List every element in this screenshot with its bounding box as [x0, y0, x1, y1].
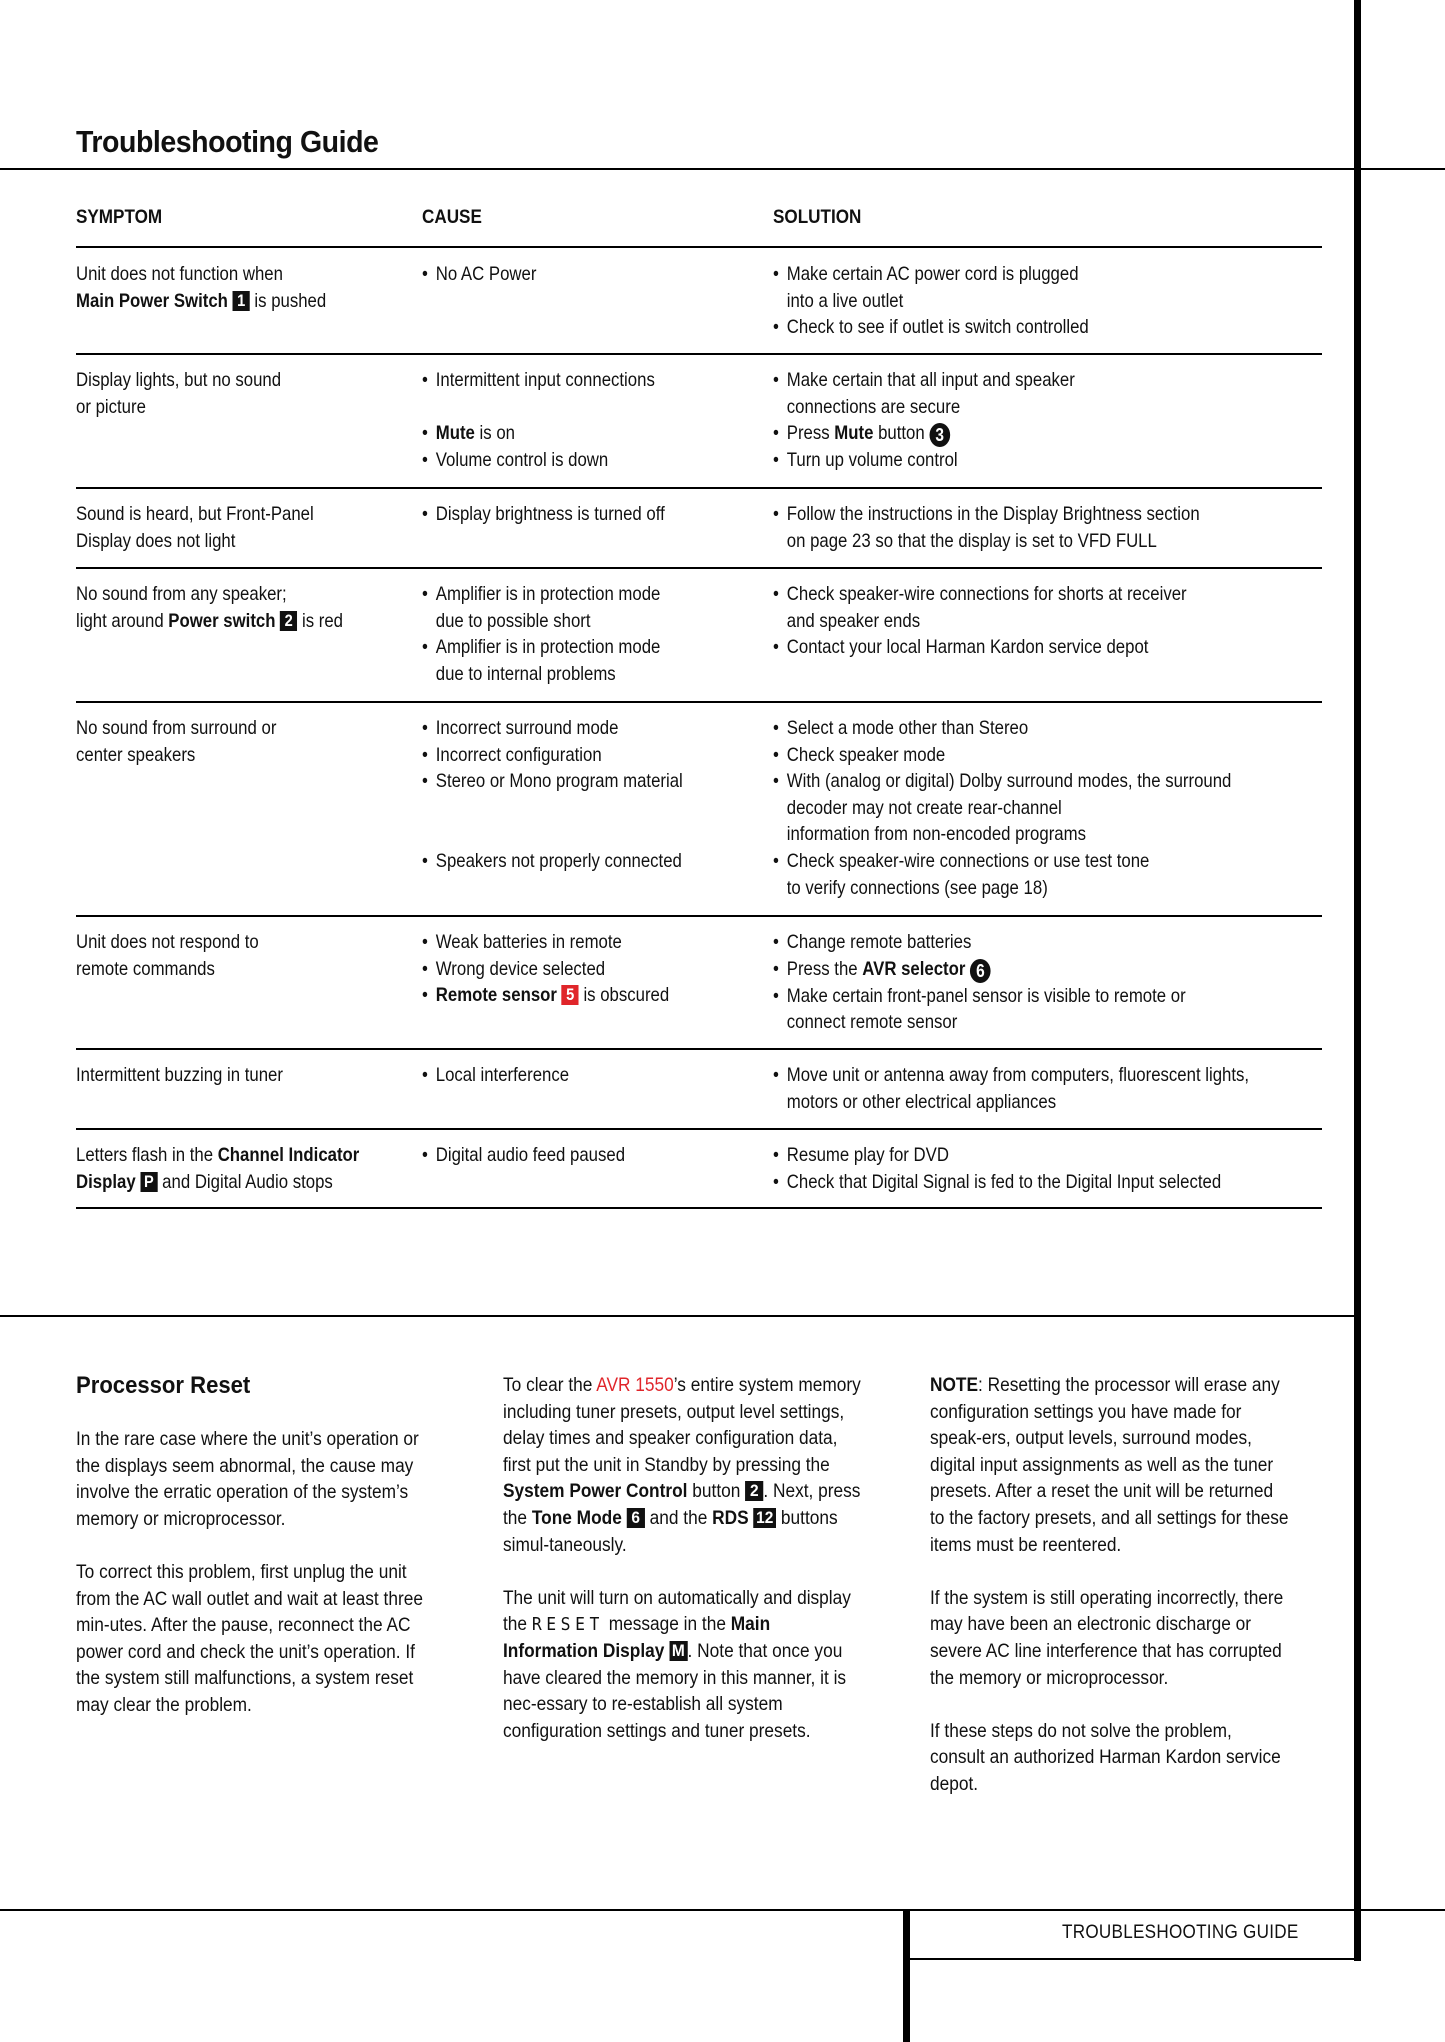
column-header-symptom: SYMPTOM	[76, 207, 163, 228]
section-title: Processor Reset	[76, 1372, 251, 1399]
cause-cell: • Display brightness is turned off	[422, 501, 665, 528]
cause-cell: • Incorrect surround mode • Incorrect configuration • Stereo or Mono program material • Speakers not properly connected	[422, 715, 683, 875]
badge-2-icon: 2	[745, 1481, 763, 1501]
circled-6-icon: 6	[970, 959, 991, 983]
footer-section-label: TROUBLESHOOTING GUIDE	[1062, 1922, 1299, 1943]
paragraph: To correct this problem, first unplug the unit from the AC wall outlet and wait at least three min-utes. After the pause, reconnect the AC power cord and check the unit’s operation. If the system still malfunctions, a system reset may clear the problem.	[76, 1561, 423, 1716]
row-rule	[76, 1048, 1322, 1050]
row-rule	[76, 487, 1322, 489]
solution-cell: • Move unit or antenna away from computers, fluorescent lights, motors or other electrical appliances	[773, 1062, 1249, 1115]
symptom-cell: No sound from any speaker; light around Power switch 2 is red	[76, 583, 344, 632]
header-rule	[76, 246, 1322, 248]
cause-cell: • Local interference	[422, 1062, 569, 1089]
model-name: AVR 1550	[596, 1375, 674, 1396]
symptom-cell: Sound is heard, but Front-Panel Display does not light	[76, 503, 314, 552]
solution-cell: • Make certain that all input and speaker connections are secure • Press Mute button 3 • Turn up volume control	[773, 367, 1075, 474]
symptom-cell: Unit does not function when Main Power Switch 1 is pushed	[76, 263, 327, 312]
right-margin-bar	[1354, 0, 1361, 1961]
row-rule	[76, 701, 1322, 703]
lcd-reset-message: RESET	[531, 1614, 604, 1636]
badge-6-icon: 6	[627, 1508, 645, 1528]
cause-cell: • No AC Power	[422, 261, 536, 288]
footer-box-left-bar	[903, 1910, 910, 2042]
row-rule	[76, 567, 1322, 569]
paragraph: The unit will turn on automatically and display the RESET message in the Main Information Display M . Note that once you have cleared the memory in this manner, it is nec-essary to re-establish all system configuration settings and tuner presets.	[503, 1587, 851, 1742]
row-rule	[76, 1128, 1322, 1130]
row-rule	[76, 915, 1322, 917]
solution-cell: • Change remote batteries • Press the AVR selector 6 • Make certain front-panel sensor is visible to remote or connect remote sensor	[773, 929, 1186, 1036]
title-rule	[0, 168, 1445, 170]
badge-12-icon: 12	[753, 1508, 776, 1528]
row-rule	[76, 353, 1322, 355]
badge-p-icon: P	[140, 1172, 157, 1192]
paragraph: If the system is still operating incorrectly, there may have been an electronic discharge or severe AC line interference that has corrupted the memory or microprocessor.	[930, 1587, 1284, 1689]
paragraph: NOTE: Resetting the processor will erase any configuration settings you have made for speak-ers, output levels, surround modes, digital input assignments as well as the tuner presets. After a reset the unit will be returned to the factory presets, and all settings for these items must be reentered.	[930, 1375, 1289, 1556]
circled-3-icon: 3	[929, 423, 950, 447]
reset-column-1	[76, 1427, 435, 1746]
column-header-cause: CAUSE	[422, 207, 482, 228]
symptom-cell: Intermittent buzzing in tuner	[76, 1064, 283, 1086]
badge-1-icon: 1	[233, 291, 250, 311]
page-title: Troubleshooting Guide	[76, 124, 379, 159]
paragraph: To clear the AVR 1550’s entire system memory including tuner presets, output level settings, delay times and speaker configuration data, first put the unit in Standby by pressing the System Power Control button 2 . Next, press the Tone Mode 6 and the RDS 12 buttons simul-taneously.	[503, 1375, 861, 1556]
footer-rule	[0, 1909, 1445, 1911]
solution-cell: • Make certain AC power cord is plugged into a live outlet • Check to see if outlet is switch controlled	[773, 261, 1089, 341]
badge-2-icon: 2	[280, 611, 297, 631]
solution-cell: • Select a mode other than Stereo • Check speaker mode • With (analog or digital) Dolby surround modes, the surround decoder may not create rear-channel information from non-encoded programs • Check speaker-wire connections or use test tone to verify connections (see page 18)	[773, 715, 1231, 901]
solution-cell: • Follow the instructions in the Display Brightness section on page 23 so that the display is set to VFD FULL	[773, 501, 1200, 554]
row-rule	[76, 1207, 1322, 1209]
paragraph: In the rare case where the unit’s operation or the displays seem abnormal, the cause may involve the erratic operation of the system’s memory or microprocessor.	[76, 1429, 419, 1530]
paragraph: If these steps do not solve the problem, consult an authorized Harman Kardon service depot.	[930, 1720, 1281, 1795]
badge-m-icon: M	[669, 1641, 687, 1661]
reset-column-3	[930, 1373, 1289, 1825]
column-header-solution: SOLUTION	[773, 207, 862, 228]
cause-cell: • Digital audio feed paused	[422, 1142, 625, 1169]
footer-box-bottom-rule	[910, 1958, 1357, 1960]
symptom-cell: Unit does not respond to remote commands	[76, 931, 259, 980]
symptom-cell: Letters flash in the Channel Indicator Display P and Digital Audio stops	[76, 1144, 360, 1193]
section-divider	[0, 1315, 1357, 1317]
symptom-cell: No sound from surround or center speakers	[76, 717, 277, 766]
cause-cell: • Intermittent input connections • Mute is on • Volume control is down	[422, 367, 655, 473]
symptom-cell: Display lights, but no sound or picture	[76, 369, 282, 418]
solution-cell: • Resume play for DVD • Check that Digital Signal is fed to the Digital Input selected	[773, 1142, 1221, 1195]
reset-column-2	[503, 1373, 862, 1772]
cause-cell: • Weak batteries in remote • Wrong device selected • Remote sensor 5 is obscured	[422, 929, 669, 1009]
solution-cell: • Check speaker-wire connections for shorts at receiver and speaker ends • Contact your local Harman Kardon service depot	[773, 581, 1187, 661]
badge-5-icon: 5	[562, 985, 579, 1005]
cause-cell: • Amplifier is in protection mode due to possible short • Amplifier is in protection mode due to internal problems	[422, 581, 660, 687]
